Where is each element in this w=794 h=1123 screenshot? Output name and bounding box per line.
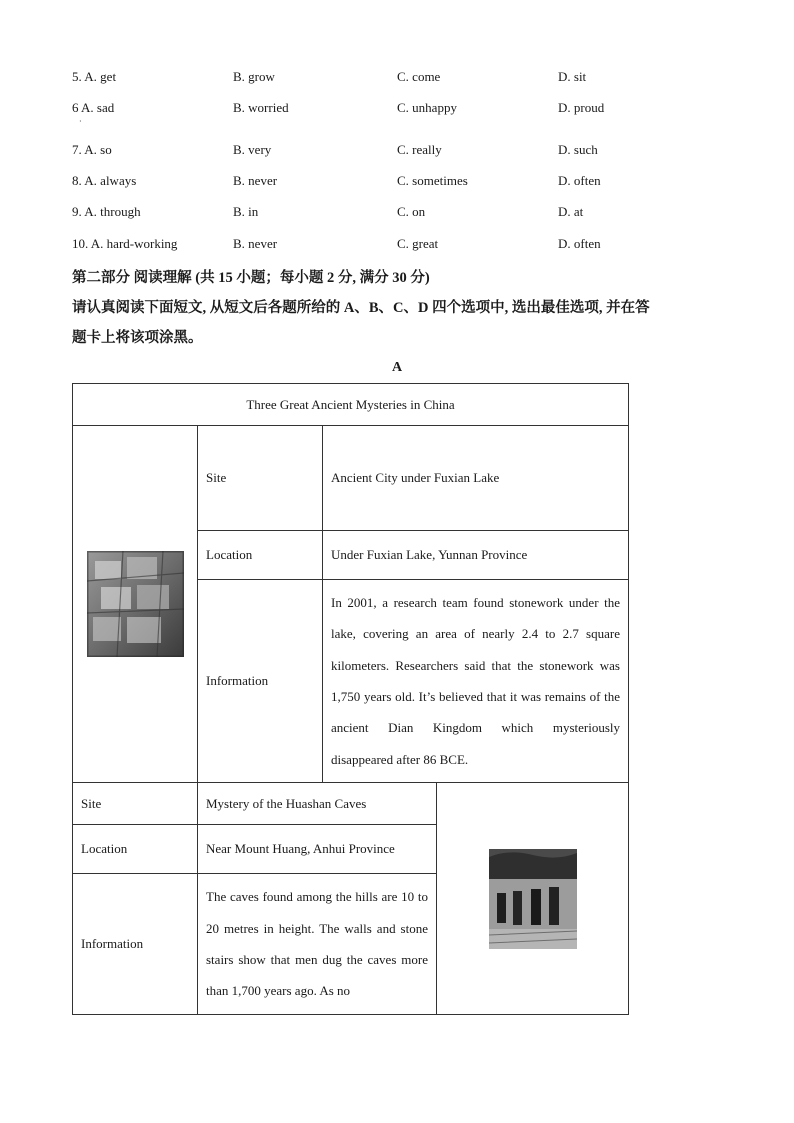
option-row-7 xyxy=(72,142,712,162)
option-b: B. very xyxy=(233,142,272,157)
option-row-10 xyxy=(72,236,712,256)
option-d: D. such xyxy=(558,142,598,157)
option-row-6 xyxy=(72,100,712,120)
option-d: D. often xyxy=(558,236,601,251)
entry1-site-label: Site xyxy=(198,426,323,531)
option-a: 5. A. get xyxy=(72,69,117,84)
instruction-line-2: 题卡上将该项涂黑。 xyxy=(72,330,203,346)
entry2-site-label: Site xyxy=(73,783,198,825)
option-c: C. sometimes xyxy=(397,173,468,188)
entry1-site-value: Ancient City under Fuxian Lake xyxy=(323,426,629,531)
option-b: B. grow xyxy=(233,69,275,84)
stonework-photo-cell xyxy=(73,426,198,783)
option-a: 9. A. through xyxy=(72,204,141,219)
stonework-photo xyxy=(87,551,184,657)
entry2-location-value: Near Mount Huang, Anhui Province xyxy=(198,825,437,874)
option-c: C. come xyxy=(397,69,441,84)
entry1-info-value: In 2001, a research team found stonework under the lake, covering an area of nearly 2.4 to 2.7 square kilometers. Researchers said that the stonework was 1,750 years old. It’s believed that it was remains of the ancient Dian Kingdom which mysteriously disappeared after 86 BCE. xyxy=(323,580,629,783)
entry1-info-label: Information xyxy=(198,580,323,783)
entry1-location-value: Under Fuxian Lake, Yunnan Province xyxy=(323,531,629,580)
option-d: D. at xyxy=(558,204,584,219)
entry1-location-label: Location xyxy=(198,531,323,580)
table-title: Three Great Ancient Mysteries in China xyxy=(73,384,629,426)
option-a: 7. A. so xyxy=(72,142,112,157)
passage-letter: A xyxy=(391,360,403,375)
section-heading: 第二部分 阅读理解 (共 15 小题；每小题 2 分, 满分 30 分) xyxy=(72,270,430,286)
mysteries-table xyxy=(72,383,629,1015)
entry2-info-label: Information xyxy=(73,874,198,1015)
entry2-location-label: Location xyxy=(73,825,198,874)
instruction-line-1: 请认真阅读下面短文, 从短文后各题所给的 A、B、C、D 四个选项中, 选出最佳选项, 并在答 xyxy=(72,300,650,316)
stray-dot: · xyxy=(79,117,82,126)
option-a: 10. A. hard-working xyxy=(72,236,178,251)
cave-photo xyxy=(489,849,577,949)
option-c: C. on xyxy=(397,204,426,219)
option-b: B. never xyxy=(233,173,278,188)
entry2-info-value: The caves found among the hills are 10 to 20 metres in height. The walls and stone stairs show that men dug the caves more than 1,700 years ago. As no xyxy=(198,874,437,1015)
option-d: D. sit xyxy=(558,69,587,84)
option-a: 8. A. always xyxy=(72,173,137,188)
entry2-site-value: Mystery of the Huashan Caves xyxy=(198,783,437,825)
option-c: C. unhappy xyxy=(397,100,457,115)
option-d: D. often xyxy=(558,173,601,188)
option-b: B. worried xyxy=(233,100,289,115)
option-a: 6 A. sad xyxy=(72,100,115,115)
option-row-9 xyxy=(72,204,712,224)
option-b: B. never xyxy=(233,236,278,251)
option-d: D. proud xyxy=(558,100,605,115)
option-row-8 xyxy=(72,173,712,193)
cave-photo-cell xyxy=(437,783,629,1015)
option-c: C. great xyxy=(397,236,439,251)
option-b: B. in xyxy=(233,204,259,219)
option-row-5 xyxy=(72,69,712,89)
option-c: C. really xyxy=(397,142,442,157)
